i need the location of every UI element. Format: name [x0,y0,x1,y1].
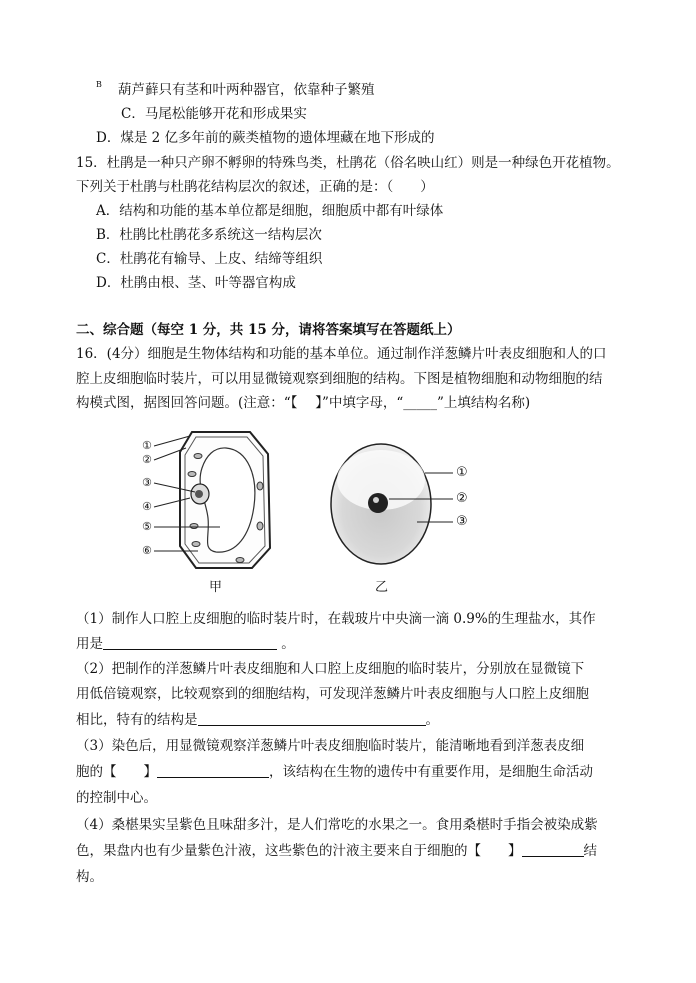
prev-option-c: C．马尾松能够开花和形成果实 [121,106,307,122]
q16-sub4-line2 [76,841,597,861]
q15-option-d: D．杜鹃由根、茎、叶等器官构成 [96,275,296,291]
prev-option-b: 葫芦藓只有茎和叶两种器官，依靠种子繁殖 [118,82,375,98]
option-b-marker: B [96,80,102,89]
animal-cell-caption: 乙 [375,580,389,595]
q16-sub1-prefix: 用是 [76,636,103,652]
q16-sub1-end: 。 [281,636,295,652]
plant-cell-caption: 甲 [209,580,223,595]
prev-option-d: D．煤是 2 亿多年前的蕨类植物的遗体埋藏在地下形成的 [96,130,435,146]
answer-blank-3[interactable] [157,763,269,778]
plant-label-5: ⑤ [142,520,152,533]
q15-option-c: C．杜鹃花有输导、上皮、结缔等组织 [96,251,323,267]
answer-blank-4[interactable] [522,842,584,857]
q16-sub3-line3: 的控制中心。 [76,790,157,806]
plant-label-1: ① [142,439,152,452]
q16-sub4-line3: 构。 [76,869,103,885]
q16-line1: 16．(4分）细胞是生物体结构和功能的基本单位。通过制作洋葱鳞片叶表皮细胞和人的口 [76,346,607,362]
q16-sub4-line1: （4）桑椹果实呈紫色且味甜多汁，是人们常吃的水果之一。食用桑椹时手指会被染成紫 [76,817,598,833]
q16-sub2-line2: 用低倍镜观察，比较观察到的细胞结构，可发现洋葱鳞片叶表皮细胞与人口腔上皮细胞 [76,686,589,702]
q15-option-a: A．结构和功能的基本单位都是细胞，细胞质中都有叶绿体 [96,203,444,219]
q16-sub1-line1: （1）制作人口腔上皮细胞的临时装片时，在载玻片中央滴一滴 0.9%的生理盐水，其作 [76,611,596,627]
q16-sub1-line2 [76,634,295,654]
answer-blank-2[interactable] [198,711,426,726]
plant-label-3: ③ [142,476,152,489]
q15-option-b: B．杜鹃比杜鹃花多系统这一结构层次 [96,227,322,243]
animal-label-1: ① [456,465,468,480]
q16-sub3-rest: ，该结构在生物的遗传中有重要作用，是细胞生命活动 [269,764,593,780]
q16-sub2-line1: （2）把制作的洋葱鳞片叶表皮细胞和人口腔上皮细胞的临时装片，分别放在显微镜下 [76,661,585,677]
animal-label-2: ② [456,491,468,506]
q16-sub3-line1: （3）染色后，用显微镜观察洋葱鳞片叶表皮细胞临时装片，能清晰地看到洋葱表皮细 [76,738,585,754]
q16-sub3-bracket[interactable]: 胞的【 】 [76,764,157,780]
plant-label-2: ② [142,453,152,466]
plant-cell-diagram [140,426,280,576]
animal-label-3: ③ [456,514,468,529]
q16-sub2-prefix: 相比，特有的结构是 [76,712,198,728]
answer-blank-1[interactable] [103,635,277,650]
q16-sub4-suffix: 结 [583,843,597,859]
q16-sub4-prefix[interactable]: 色，果盘内也有少量紫色汁液，这些紫色的汁液主要来自于细胞的【 】 [76,843,522,859]
plant-label-4: ④ [142,500,152,513]
animal-cell-diagram [325,440,485,575]
plant-label-6: ⑥ [142,544,152,557]
q16-sub2-line3 [76,710,439,730]
q15-stem-line2: 下列关于杜鹃与杜鹃花结构层次的叙述，正确的是：（ ） [76,179,434,195]
q16-sub3-line2 [76,762,593,782]
q16-line3: 构模式图，据图回答问题。(注意：“【 】”中填字母，“_____”上填结构名称) [76,395,531,411]
q16-line2: 腔上皮细胞临时装片，可以用显微镜观察到细胞的结构。下图是植物细胞和动物细胞的结 [76,371,603,387]
section2-heading: 二、综合题（每空 1 分，共 15 分，请将答案填写在答题纸上） [76,322,461,338]
q16-sub2-end: 。 [425,712,439,728]
q15-stem-line1: 15．杜鹃是一种只产卵不孵卵的特殊鸟类，杜鹃花（俗名映山红）则是一种绿色开花植物。 [76,155,620,171]
